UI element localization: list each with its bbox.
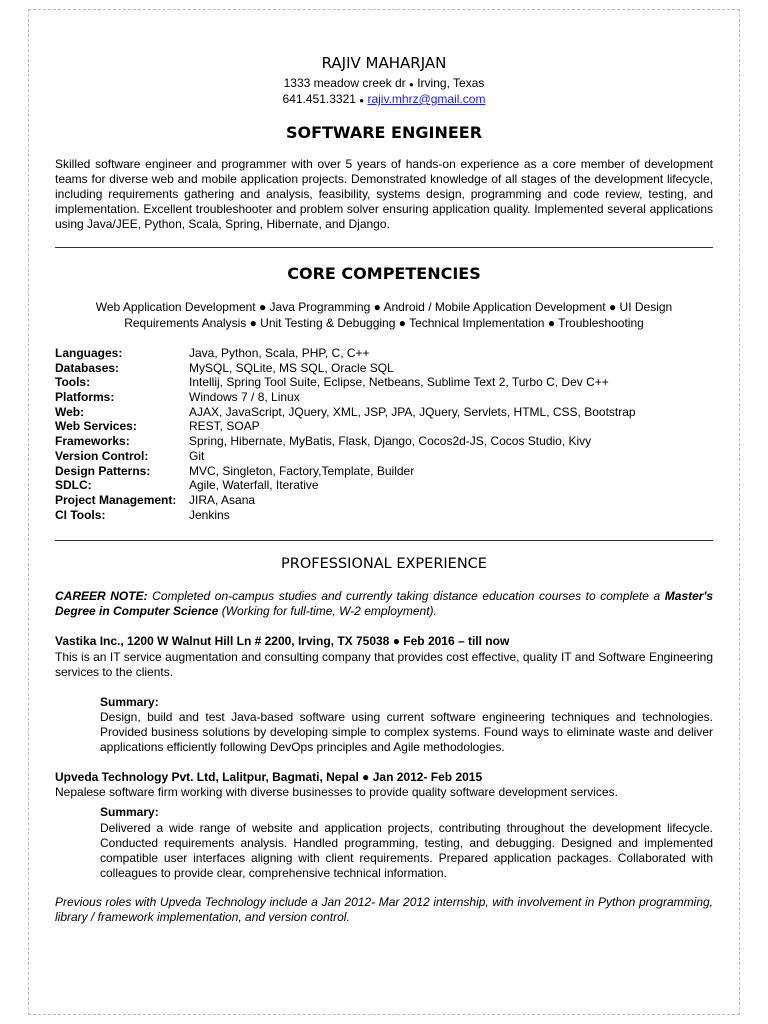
skill-label: Design Patterns:: [55, 463, 151, 478]
skill-value: Windows 7 / 8, Linux: [189, 390, 300, 405]
skill-value: Jenkins: [189, 507, 230, 522]
skill-label: Platforms:: [55, 390, 115, 405]
skill-label: Tools:: [55, 375, 91, 390]
skill-value: JIRA, Asana: [189, 492, 256, 507]
section-divider: [55, 540, 713, 541]
career-note-tail: (Working for full-time, W-2 employment).: [218, 604, 437, 618]
job-summary-label: Summary:: [100, 805, 159, 819]
skill-label: Project Management:: [55, 492, 177, 507]
job-summary: Delivered a wide range of website and application projects, contributing throughout the development lifecycle. Conducted requirements analysis. Handled programming, testing, and debugging. Designed and implemented compatible user interfaces aligning with client requirements. Prepared application packages. Collaborated with colleagues to provide clear, comprehensive technical information.: [100, 821, 713, 880]
professional-experience-heading: PROFESSIONAL EXPERIENCE: [281, 556, 487, 572]
skill-label: Frameworks:: [55, 434, 130, 449]
job-summary: Design, build and test Java-based software using current software engineering techniques and technologies. Provided business solutions by developing simple to complex systems. Found ways to eliminate waste and deliver applications efficiently following DevOps principles and Agile methodologies.: [100, 710, 713, 754]
competencies-line-2: Requirements Analysis ● Unit Testing & Debugging ● Technical Implementation ● Troubleshooting: [124, 316, 644, 330]
job-header: Vastika Inc., 1200 W Walnut Hill Ln # 2200, Irving, TX 75038 ● Feb 2016 – till now: [55, 634, 510, 648]
career-note: [55, 589, 713, 619]
contact-line: [0, 92, 768, 106]
career-note-label: CAREER NOTE:: [55, 589, 148, 603]
skill-value: Java, Python, Scala, PHP, C, C++: [189, 346, 370, 360]
skill-label: Version Control:: [55, 448, 149, 463]
job-description: Nepalese software firm working with diverse businesses to provide quality software development services.: [55, 785, 618, 799]
skill-label: Web:: [55, 404, 85, 419]
email-link[interactable]: rajiv.mhrz@gmail.com: [367, 92, 486, 106]
job-header: Upveda Technology Pvt. Ltd, Lalitpur, Bagmati, Nepal ● Jan 2012- Feb 2015: [55, 770, 483, 784]
address-street: 1333 meadow creek dr: [283, 76, 406, 90]
job-description: This is an IT service augmentation and consulting company that provides cost effective, quality IT and Software Engineering services to the clients.: [55, 650, 713, 679]
skill-value: Intellij, Spring Tool Suite, Eclipse, Netbeans, Sublime Text 2, Turbo C, Dev C++: [189, 375, 609, 390]
job-summary-label: Summary:: [100, 695, 159, 709]
previous-roles-note: Previous roles with Upveda Technology include a Jan 2012- Mar 2012 internship, with involvement in Python programming, library / framework implementation, and version control.: [55, 895, 713, 924]
skill-label: SDLC:: [55, 478, 92, 493]
skill-label: Web Services:: [55, 419, 137, 434]
bullet: ●: [409, 80, 414, 89]
skill-value: MVC, Singleton, Factory,Template, Builder: [189, 463, 415, 478]
section-divider: [55, 247, 713, 248]
career-note-degree: Master's Degree in Computer Science: [55, 589, 713, 618]
skill-label: Databases:: [55, 360, 120, 375]
address-line: [0, 76, 768, 90]
profile-summary: Skilled software engineer and programmer with over 5 years of hands-on experience as a core member of development teams for diverse web and mobile application projects. Demonstrated knowledge of all stages of the development lifecycle, including requirements gathering and analysis, feasibility, systems design, programming and code review, testing, and implementation. Excellent troubleshooter and problem solver ensuring application quality. Implemented several applications using Java/JEE, Python, Scala, Spring, Hibernate, and Django.: [55, 157, 713, 231]
career-note-text: Completed on-campus studies and currently taking distance education courses to complete a: [147, 589, 665, 603]
skill-value: MySQL, SQLite, MS SQL, Oracle SQL: [189, 360, 394, 375]
skill-value: REST, SOAP: [189, 419, 260, 434]
candidate-name: RAJIV MAHARJAN: [321, 54, 447, 72]
skill-label: Languages:: [55, 346, 123, 360]
skill-value: Agile, Waterfall, Iterative: [189, 478, 319, 493]
bullet: ●: [359, 96, 365, 105]
job-title-heading: SOFTWARE ENGINEER: [285, 123, 483, 142]
skill-value: Spring, Hibernate, MyBatis, Flask, Django, Cocos2d-JS, Cocos Studio, Kivy: [189, 434, 592, 449]
competencies-line-1: Web Application Development ● Java Programming ● Android / Mobile Application Development ● UI Design: [95, 300, 673, 314]
phone-number: 641.451.3321: [282, 92, 356, 106]
skill-label: CI Tools:: [55, 507, 106, 522]
core-competencies-heading: CORE COMPETENCIES: [287, 264, 481, 283]
address-city: Irving, Texas: [417, 76, 485, 90]
skill-value: Git: [189, 448, 205, 463]
skill-value: AJAX, JavaScript, JQuery, XML, JSP, JPA, JQuery, Servlets, HTML, CSS, Bootstrap: [189, 404, 636, 419]
